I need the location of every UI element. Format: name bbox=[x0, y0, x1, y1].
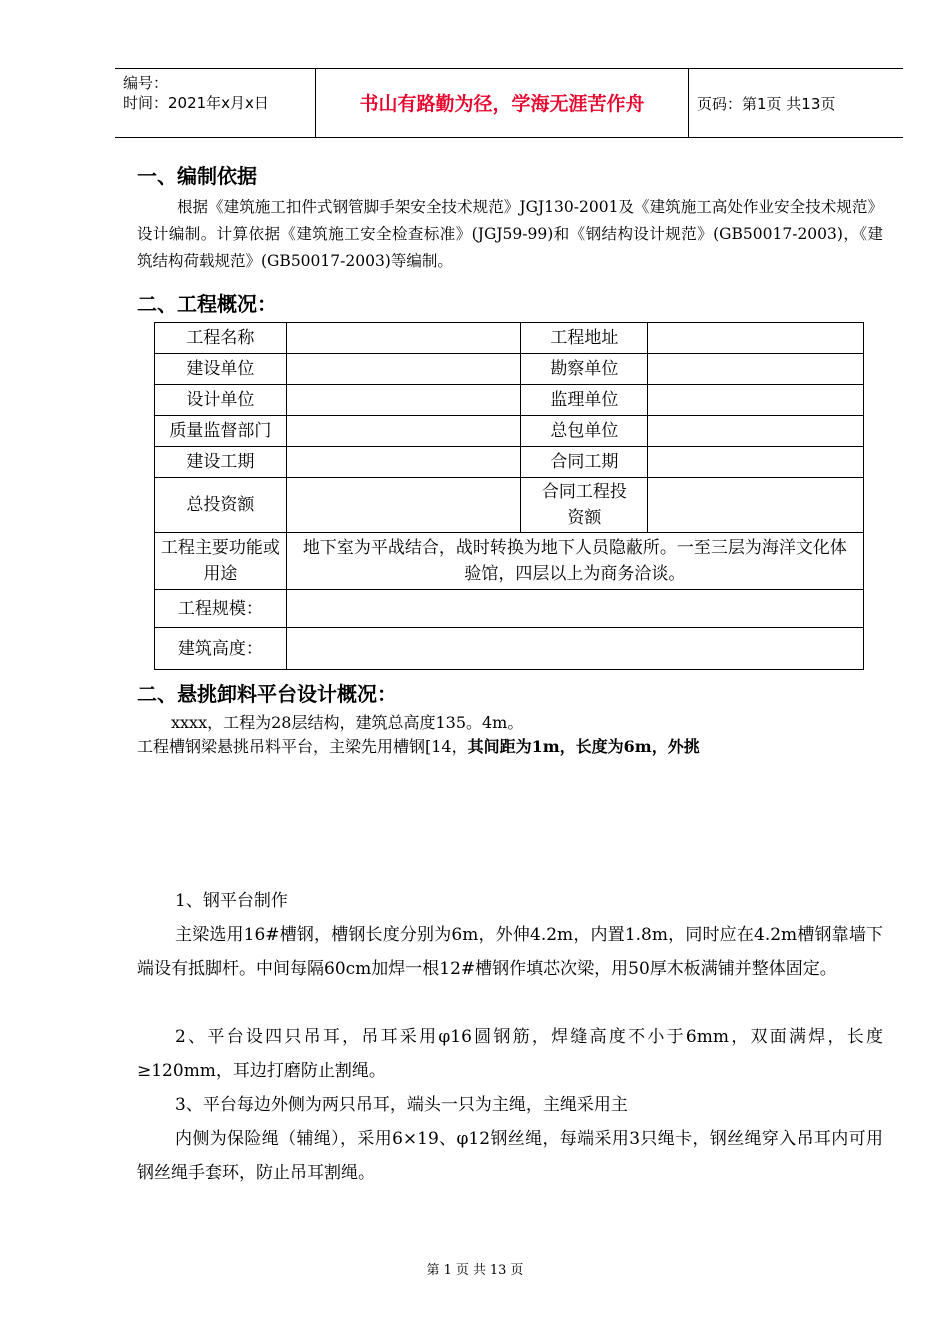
cell-label: 工程名称 bbox=[155, 323, 287, 354]
footer-page-current: 1 bbox=[443, 1263, 452, 1278]
footer-word: 页 bbox=[455, 1263, 469, 1278]
footer-word: 共 bbox=[472, 1263, 486, 1278]
page-footer bbox=[0, 1259, 950, 1278]
code-label: 编号： bbox=[123, 74, 169, 92]
cell-value bbox=[648, 416, 864, 447]
footer-word: 页 bbox=[510, 1263, 524, 1278]
item-3-paragraph: 3、平台每边外侧为两只吊耳，端头一只为主绳，主绳采用主 bbox=[175, 1095, 628, 1115]
scale-value bbox=[286, 590, 863, 628]
table-row bbox=[155, 533, 864, 590]
footer-word: 第 bbox=[426, 1263, 440, 1278]
cell-value bbox=[286, 447, 521, 478]
cell-value bbox=[286, 385, 521, 416]
cell-label: 设计单位 bbox=[155, 385, 287, 416]
page-header bbox=[115, 68, 903, 138]
cell-label: 质量监督部门 bbox=[155, 416, 287, 447]
cell-label: 勘察单位 bbox=[521, 354, 648, 385]
item-1-paragraph: 主梁选用16#槽钢，槽钢长度分别为6m，外伸4.2m，内置1.8m，同时应在4.2m槽钢靠墙下端设有抵脚杆。中间每隔60cm加焊一根12#槽钢作填芯次梁，用50厚木板满铺并整体固定。 bbox=[137, 925, 883, 979]
header-page-number: 页码：第1页 共13页 bbox=[697, 95, 836, 113]
cell-label: 总包单位 bbox=[521, 416, 648, 447]
cell-label: 监理单位 bbox=[521, 385, 648, 416]
table-row bbox=[155, 385, 864, 416]
header-motto: 书山有路勤为径，学海无涯苦作舟 bbox=[359, 93, 645, 115]
section-title-basis: 一、编制依据 bbox=[137, 164, 257, 188]
item-2-paragraph: 2、平台设四只吊耳，吊耳采用φ16圆钢筋，焊缝高度不小于6mm，双面满焊，长度≥120mm，耳边打磨防止割绳。 bbox=[137, 1027, 883, 1081]
header-meta bbox=[123, 73, 269, 113]
cell-value bbox=[286, 416, 521, 447]
cell-label: 建筑高度： bbox=[155, 628, 287, 670]
platform-line-1: xxxx，工程为28层结构，建筑总高度135。4m。 bbox=[171, 713, 524, 732]
cell-value bbox=[286, 478, 521, 533]
cell-label: 工程规模： bbox=[155, 590, 287, 628]
section-title-platform: 二、悬挑卸料平台设计概况： bbox=[137, 682, 397, 706]
table-row bbox=[155, 590, 864, 628]
time-label: 时间：2021年x月x日 bbox=[123, 94, 269, 112]
table-row bbox=[155, 478, 864, 533]
cell-label: 总投资额 bbox=[155, 478, 287, 533]
cell-label: 建设工期 bbox=[155, 447, 287, 478]
function-value: 地下室为平战结合，战时转换为地下人员隐蔽所。一至三层为海洋文化体验馆，四层以上为商务洽谈。 bbox=[286, 533, 863, 590]
height-value bbox=[286, 628, 863, 670]
cell-value bbox=[286, 323, 521, 354]
platform-line-2-bold: 其间距为1m，长度为6m，外挑 bbox=[467, 737, 700, 756]
platform-line-2-normal: 工程槽钢梁悬挑吊料平台，主梁先用槽钢[14， bbox=[137, 737, 468, 756]
table-row bbox=[155, 323, 864, 354]
cell-label: 建设单位 bbox=[155, 354, 287, 385]
footer-page-total: 13 bbox=[489, 1263, 507, 1278]
table-row bbox=[155, 628, 864, 670]
cell-label: 工程地址 bbox=[521, 323, 648, 354]
table-row bbox=[155, 447, 864, 478]
table-row bbox=[155, 354, 864, 385]
cell-value bbox=[648, 385, 864, 416]
cell-label: 工程主要功能或用途 bbox=[155, 533, 287, 590]
cell-value bbox=[286, 354, 521, 385]
item-3-continued-paragraph: 内侧为保险绳（辅绳），采用6×19、φ12钢丝绳，每端采用3只绳卡，钢丝绳穿入吊耳内可用钢丝绳手套环，防止吊耳割绳。 bbox=[137, 1129, 883, 1183]
cell-label: 合同工程投资额 bbox=[521, 478, 648, 533]
platform-line-2 bbox=[137, 733, 883, 760]
section-title-overview: 二、工程概况： bbox=[137, 292, 277, 316]
basis-paragraph: 根据《建筑施工扣件式钢管脚手架安全技术规范》JGJ130-2001及《建筑施工高处作业安全技术规范》设计编制。计算依据《建筑施工安全检查标准》(JGJ59-99)和《钢结构设计规范》(GB50017-2003)，《建筑结构荷载规范》(GB50017-2003)等编制。 bbox=[137, 198, 883, 270]
table-row bbox=[155, 416, 864, 447]
project-info-table bbox=[154, 322, 864, 670]
cell-label: 合同工期 bbox=[521, 447, 648, 478]
cell-value bbox=[648, 354, 864, 385]
item-1-heading: 1、钢平台制作 bbox=[175, 891, 288, 911]
cell-value bbox=[648, 447, 864, 478]
cell-value bbox=[648, 478, 864, 533]
cell-value bbox=[648, 323, 864, 354]
